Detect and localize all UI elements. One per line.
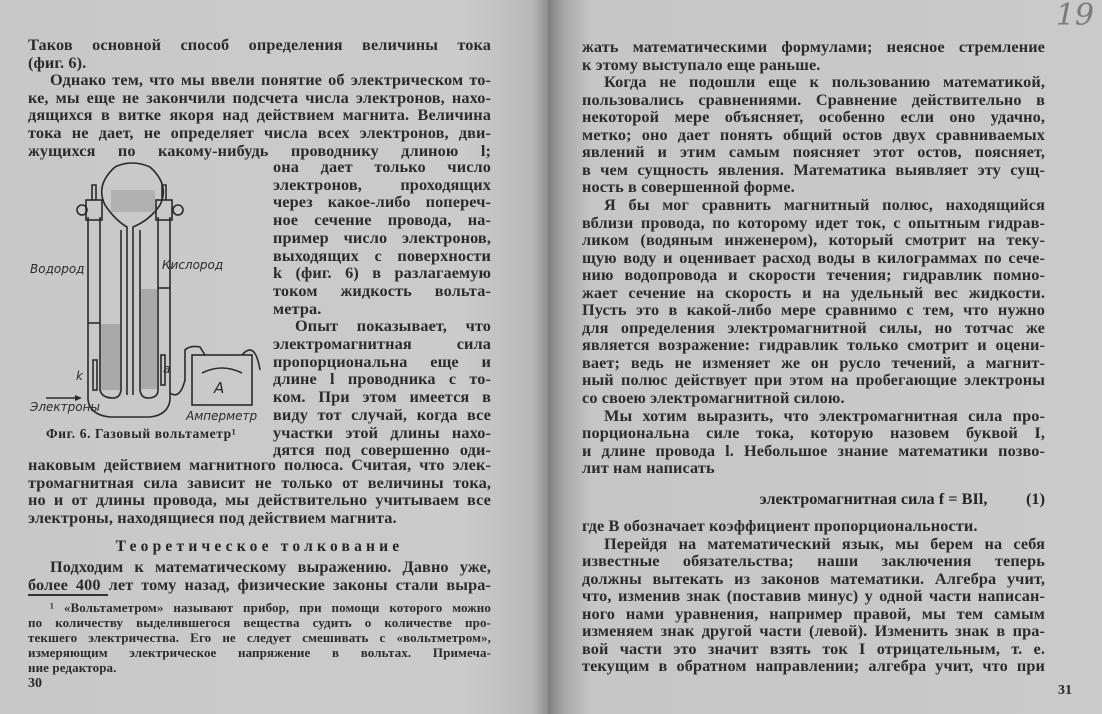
text-line: некоторой мере объясняет, особенно если оно удачно, xyxy=(582,107,1045,127)
text-line: длине l проводника с то- xyxy=(273,369,491,389)
text-line: пользовались сравнениями. Сравнение действительно в xyxy=(582,89,1045,109)
text-line: тока не дает, не определяет числа всех электронов, дви- xyxy=(28,123,491,142)
text-line: известные обязательства; наши заключения теперь xyxy=(582,551,1045,570)
equation-number: (1) xyxy=(1026,489,1045,508)
text-line: жущихся по какому-нибудь проводнику длиною l; xyxy=(28,140,491,160)
text-line: ликом (водяным инженером), который смотрит на теку- xyxy=(582,230,1045,250)
text-line: наковым действием магнитного полюса. Считая, что элек- xyxy=(28,455,491,474)
text-line: Мы хотим выразить, что электромагнитная сила про- xyxy=(604,405,1045,425)
text-line: электроны, находящиеся под действием магнита. xyxy=(28,507,397,527)
text-line: ке, мы еще не закончили подсчета числа электронов, нахо- xyxy=(28,87,491,107)
text-line: метра. xyxy=(273,298,322,318)
text-line: вает; ведь не изменяет же он русло течений, а магнит- xyxy=(582,352,1045,372)
text-line: изменяем знак другой части (левой). Изменить знак в пра- xyxy=(582,621,1045,640)
text-line: ный полюс действует при этом на пробегающие электроны xyxy=(582,370,1045,390)
text-line: она дает только число xyxy=(273,157,491,176)
text-line: Однако тем, что мы ввели понятие об электрическом то- xyxy=(50,70,491,90)
text-line: Пусть это в какой-либо мере сравнимо с тем, что нужно xyxy=(582,300,1045,320)
text-line: выходящих с поверхности xyxy=(273,245,491,265)
text-line: пропорциональна еще и xyxy=(273,351,491,371)
figure-gas-voltameter xyxy=(20,155,275,425)
text-line: щую воду и оценивает расход воды в килограммах по сече- xyxy=(582,247,1045,267)
text-line: со своею электромагнитной силою. xyxy=(582,388,845,407)
text-line: но и от длины провода, мы действительно учитываем все xyxy=(28,490,491,510)
equation xyxy=(582,489,1045,507)
text-line: ¹ «Вольтаметром» называют прибор, при помощи которого можно xyxy=(50,600,491,615)
text-line: тромагнитная сила зависит не только от величины тока, xyxy=(28,472,491,492)
text-line: участки этой длины нахо- xyxy=(273,422,491,442)
text-line: измеряющим электрическое напряжение в вольтах. Примеча- xyxy=(28,645,491,660)
label-cathode: k xyxy=(76,369,83,383)
text-line: электромагнитная сила xyxy=(273,334,491,353)
equation-expression: электромагнитная сила f = BIl, xyxy=(759,489,988,508)
label-meter-symbol: A xyxy=(214,379,225,397)
text-line: ного нами уравнения, например правой, мы тем самым xyxy=(582,603,1045,623)
text-line: должны вытекать из законов математики. Алгебра учит, xyxy=(582,568,1045,588)
text-line: лит нам написать xyxy=(582,458,715,478)
text-line: ком. При этом имеется в xyxy=(273,387,491,407)
text-line: жает сечение на скорость и на удельный вес жидкости. xyxy=(582,282,1045,302)
handwritten-mark: 19 xyxy=(1055,0,1094,33)
text-line: текшего электричества. Его не следует смешивать с «вольтметром», xyxy=(28,630,491,645)
wire xyxy=(170,346,205,394)
text-line: ное сечение провода, на- xyxy=(273,210,491,230)
text-line: Когда не подошли еще к пользованию математикой, xyxy=(604,72,1045,92)
text-line: ность в совершенной форме. xyxy=(582,177,795,197)
text-line: пример число электронов, xyxy=(273,227,491,247)
text-line: нию водопровода и скорости течения; гидравлик помно- xyxy=(582,265,1045,285)
text-line: дящихся в витке якоря над действием магнита. Величина xyxy=(28,105,491,125)
page-number-left: 30 xyxy=(28,676,42,691)
text-line: является возражение: гидравлик только смотрит и оцени- xyxy=(582,335,1045,355)
text-line: Подходим к математическому выражению. Давно уже, xyxy=(50,557,491,576)
label-ammeter: Амперметр xyxy=(186,409,258,423)
page-number-right: 31 xyxy=(1058,683,1072,698)
text-line: явлений и этим самым поясняет этот остов, поясняет, xyxy=(582,142,1045,162)
text-line: вой части это значит взять ток I отрицательным, т. е. xyxy=(582,638,1045,658)
label-hydrogen: Водород xyxy=(30,262,85,276)
text-line: (фиг. 6). xyxy=(28,52,87,72)
text-line: током жидкость вольта- xyxy=(273,280,491,300)
section-heading: Теоретическое толкование xyxy=(115,538,404,555)
text-line: в чем сущность явления. Математика выявляет эту сущ- xyxy=(582,159,1045,179)
text-line: более 400 лет тому назад, физические законы стали выра- xyxy=(28,574,491,594)
pencil-underline xyxy=(28,594,108,596)
text-line: электронов, проходящих xyxy=(273,174,491,194)
text-line: к этому выступало еще раньше. xyxy=(582,54,821,74)
label-anode: a xyxy=(163,362,171,376)
text-line: виду тот случай, когда все xyxy=(273,404,491,424)
text-line: порциональна силе тока, которую назовем буквой I, xyxy=(582,423,1045,443)
text-line: по количеству выделившегося вещества судить о количестве про- xyxy=(28,615,491,630)
text-line: через какое-либо попереч- xyxy=(273,192,491,212)
text-line: жать математическими формулами; неясное стремление xyxy=(582,37,1045,56)
label-oxygen: Кислород xyxy=(162,258,224,272)
text-line: и длине провода l. Небольшое знание математики позво- xyxy=(582,440,1045,460)
text-line: Опыт показывает, что xyxy=(295,316,491,336)
text-line: вблизи провода, по которому идет ток, с опытным гидрав- xyxy=(582,212,1045,232)
text-line: Таков основной способ определения величины тока xyxy=(28,35,491,54)
text-line: метко; оно дает понять общий остов двух сравниваемых xyxy=(582,124,1045,144)
text-line: k (фиг. 6) в разлагаемую xyxy=(273,263,491,283)
text-line: текущим в обратном направлении; алгебра учит, что при xyxy=(582,656,1045,675)
text-line: Перейдя на математический язык, мы берем на себя xyxy=(604,533,1045,553)
text-line: где B обозначает коэффициент пропорциональности. xyxy=(582,516,978,535)
text-line: ние редактора. xyxy=(28,660,117,675)
text-line: что, изменив знак (поставив минус) у одной части написан- xyxy=(582,586,1045,605)
text-line: для определения электромагнитной силы, но тотчас же xyxy=(582,317,1045,337)
label-electrons: Электроны xyxy=(30,400,100,414)
text-line: дятся под совершенно оди- xyxy=(273,440,491,460)
left-page xyxy=(0,0,548,714)
figure-caption: Фиг. 6. Газовый вольтаметр¹ xyxy=(46,426,237,441)
text-line: Я бы мог сравнить магнитный полюс, находящийся xyxy=(604,194,1045,214)
